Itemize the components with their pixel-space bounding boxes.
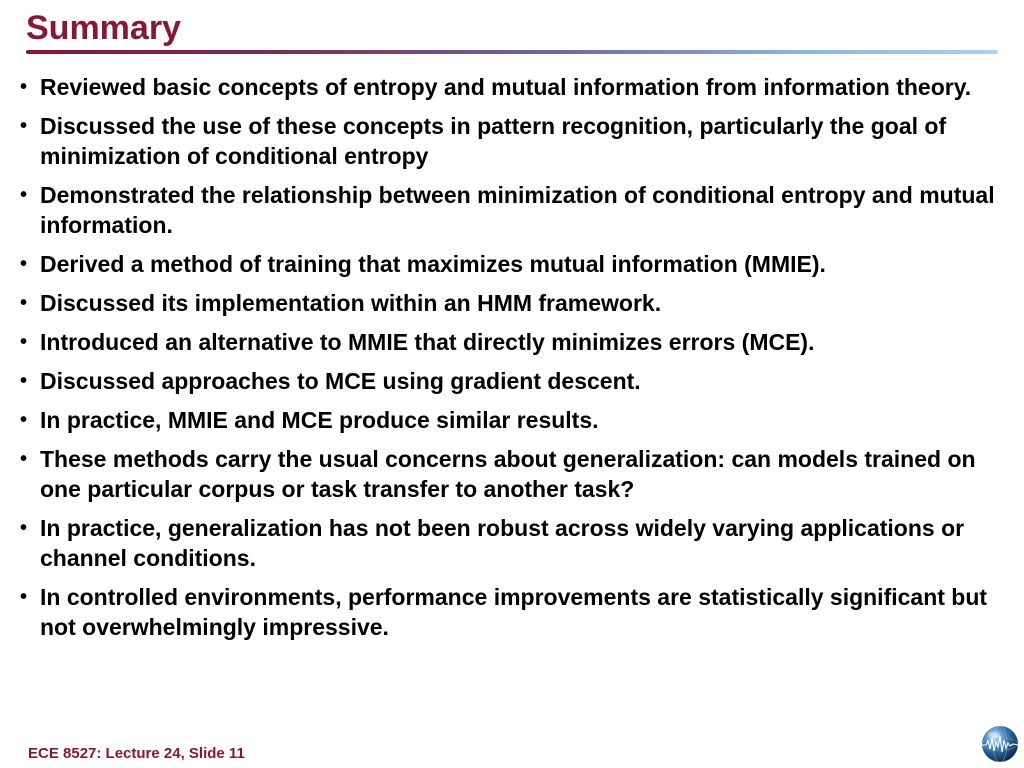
bullet-text: Introduced an alternative to MMIE that directly minimizes errors (MCE). xyxy=(40,329,815,355)
bullet-text: Demonstrated the relationship between minimization of conditional entropy and mutual information. xyxy=(40,182,995,238)
slide-title: Summary xyxy=(26,9,181,47)
bullet-dot-icon: • xyxy=(20,76,28,98)
bullet-text: Derived a method of training that maximizes mutual information (MMIE). xyxy=(40,251,826,277)
bullet-item xyxy=(20,513,1000,573)
bullet-dot-icon: • xyxy=(20,184,28,206)
bullet-dot-icon: • xyxy=(20,331,28,353)
bullet-text: Discussed the use of these concepts in pattern recognition, particularly the goal of minimization of conditional entropy xyxy=(40,113,947,169)
bullet-item xyxy=(20,327,1000,357)
bullet-dot-icon: • xyxy=(20,115,28,137)
bullet-item xyxy=(20,180,1000,240)
bullet-item xyxy=(20,72,1000,102)
title-underline xyxy=(26,50,998,54)
bullet-text: In practice, MMIE and MCE produce similar results. xyxy=(40,407,599,433)
bullet-item xyxy=(20,288,1000,318)
bullet-item xyxy=(20,444,1000,504)
bullet-text: Discussed its implementation within an HMM framework. xyxy=(40,290,662,316)
bullet-text: These methods carry the usual concerns about generalization: can models trained on one particular corpus or task transfer to another task? xyxy=(40,446,976,502)
bullet-dot-icon: • xyxy=(20,292,28,314)
bullet-text: In controlled environments, performance improvements are statistically significant but not overwhelmingly impressive. xyxy=(40,584,988,640)
bullet-dot-icon: • xyxy=(20,448,28,470)
bullet-item xyxy=(20,111,1000,171)
bullet-text: In practice, generalization has not been robust across widely varying applications or channel conditions. xyxy=(40,515,965,571)
bullet-dot-icon: • xyxy=(20,409,28,431)
bullet-dot-icon: • xyxy=(20,253,28,275)
bullet-item xyxy=(20,366,1000,396)
bullet-text: Reviewed basic concepts of entropy and mutual information from information theory. xyxy=(40,74,972,100)
bullet-dot-icon: • xyxy=(20,370,28,392)
bullet-item xyxy=(20,582,1000,642)
bullet-text: Discussed approaches to MCE using gradient descent. xyxy=(40,368,641,394)
bullet-item xyxy=(20,405,1000,435)
globe-waveform-icon xyxy=(980,724,1020,764)
bullet-dot-icon: • xyxy=(20,517,28,539)
bullet-list xyxy=(20,72,1000,651)
slide-footer: ECE 8527: Lecture 24, Slide 11 xyxy=(28,745,245,762)
bullet-dot-icon: • xyxy=(20,586,28,608)
bullet-item xyxy=(20,249,1000,279)
